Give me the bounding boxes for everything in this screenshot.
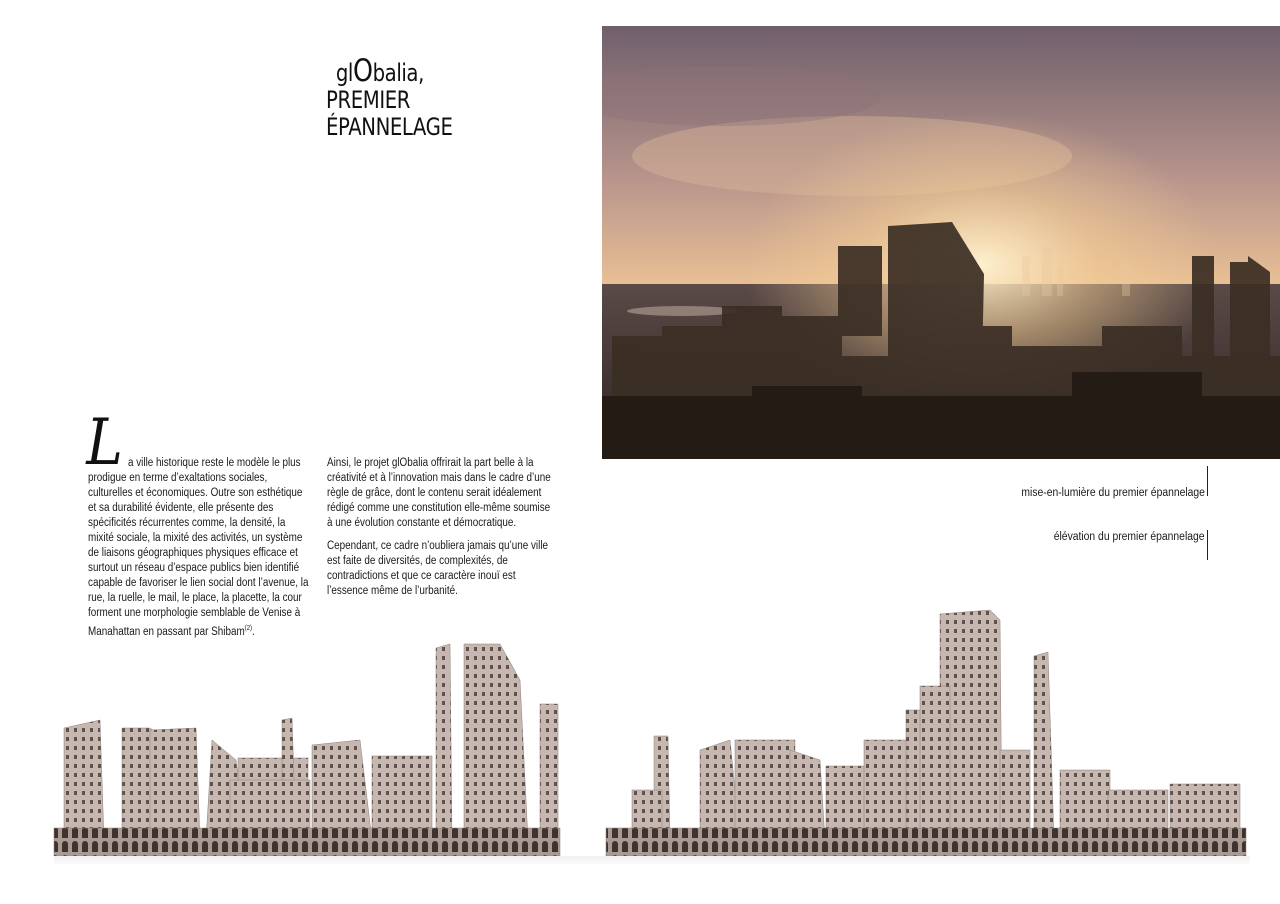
hero-sunset-image — [602, 26, 1280, 459]
caption-divider-1 — [1207, 466, 1208, 496]
caption-lighting: mise-en-lumière du premier épannelage — [1021, 487, 1205, 499]
footnote-ref: (2) — [244, 625, 253, 632]
ground-line — [54, 856, 1250, 864]
caption-elevation: élévation du premier épannelage — [1054, 531, 1205, 543]
caption-divider-2 — [1207, 530, 1208, 560]
body-column-2 — [327, 456, 552, 607]
elevation-drawing — [0, 600, 1280, 870]
col2-paragraph-1: Ainsi, le projet glObalia offrirait la part belle à la créativité et à l’innovation mais dans le cadre d’une règle de grâce, dont le contenu serait idéalement rédigé comme une constitution elle-même soumise à une évolution constante et démocratique. — [327, 457, 551, 529]
title-line-1: glObalia, — [335, 53, 424, 89]
title-line-2: PREMIER ÉPANNELAGE — [326, 86, 453, 141]
col2-paragraph-2: Cependant, ce cadre n’oubliera jamais qu’une ville est faite de diversités, de complexités, de contradictions et que ce caractère inouï est l’essence même de l’urbanité. — [327, 540, 549, 597]
page-title — [326, 53, 539, 141]
col1-text: a ville historique reste le modèle le plus prodigue en terme d’exaltations sociales, culturelles et économiques. Outre son esthétique et sa durabilité évidente, elle présente des spécificités récurrentes comme, la densité, la mixité sociale, la mixité des activités, un système de liaisons géographiques physiques efficace et surtout un réseau d’espace publics bien identifié capable de favoriser le lien social dont l’avenue, la rue, la ruelle, le mail, le place, la placette, la cour forment une morphologie semblable de Venise à Manahattan en passant par Shibam — [88, 457, 309, 638]
col1-end: . — [252, 625, 255, 638]
dropcap: L — [86, 406, 123, 480]
